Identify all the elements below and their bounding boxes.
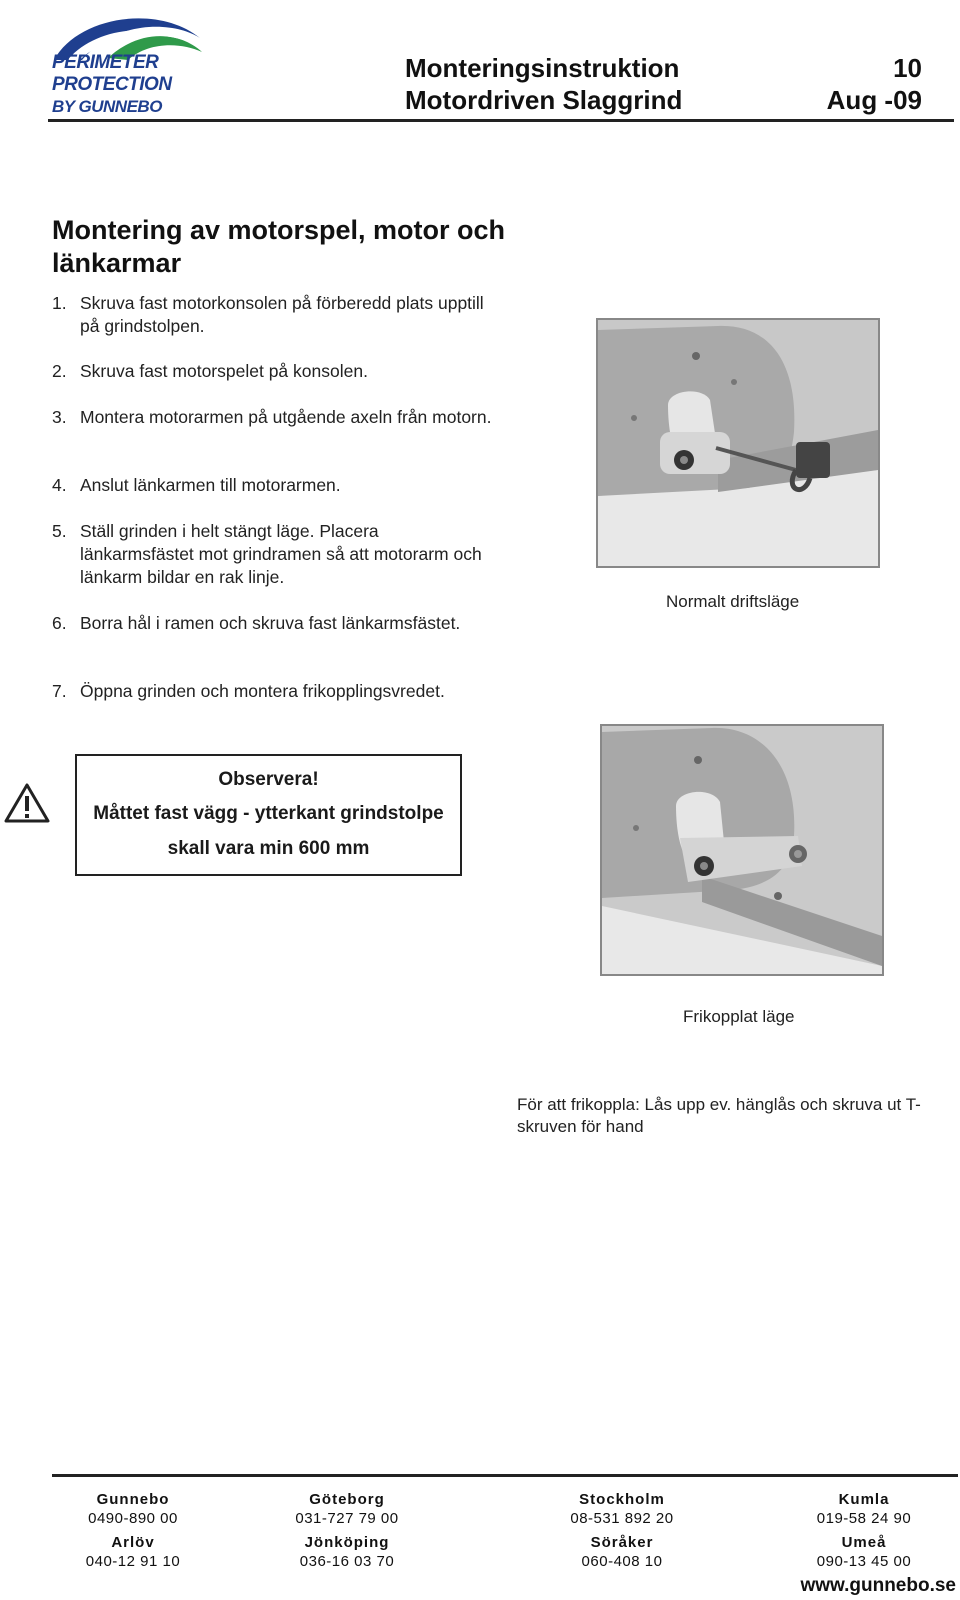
- logo-line-3: BY GUNNEBO: [52, 97, 162, 116]
- warning-triangle-icon: [4, 782, 50, 824]
- section-title: Montering av motorspel, motor och länkarmar: [52, 215, 506, 278]
- office-name: Kumla: [838, 1491, 890, 1508]
- step-number: 2.: [52, 361, 67, 381]
- footer-office: [272, 1534, 422, 1570]
- step-item: [52, 680, 492, 703]
- office-phone: 090-13 45 00: [816, 1553, 912, 1570]
- photo-released-position: [600, 724, 884, 976]
- warning-line-1: Måttet fast vägg - ytterkant grindstolpe: [93, 803, 444, 824]
- warning-line-2: skall vara min 600 mm: [167, 838, 370, 859]
- office-name: Gunnebo: [96, 1491, 170, 1508]
- document-title: Monteringsinstruktion: [405, 53, 680, 83]
- office-name: Göteborg: [309, 1491, 385, 1508]
- step-item: [52, 292, 492, 338]
- step-item: [52, 360, 492, 383]
- footer-office: [58, 1534, 208, 1570]
- office-phone: 036-16 03 70: [299, 1553, 395, 1570]
- footer-office: [789, 1534, 939, 1570]
- footer-office: [789, 1491, 939, 1527]
- step-text: Skruva fast motorspelet på konsolen.: [80, 361, 368, 381]
- step-number: 1.: [52, 293, 67, 313]
- document-date: Aug -09: [826, 85, 922, 115]
- step-number: 5.: [52, 521, 67, 541]
- page-number: 10: [893, 53, 922, 83]
- step-text: Montera motorarmen på utgående axeln från motorn.: [80, 407, 492, 427]
- office-phone: 040-12 91 10: [85, 1553, 181, 1570]
- footer-office: [272, 1491, 422, 1527]
- footer-office: [58, 1491, 208, 1527]
- step-text: Anslut länkarmen till motorarmen.: [80, 475, 341, 495]
- step-number: 7.: [52, 681, 67, 701]
- caption-normal-operation: Normalt driftsläge: [666, 592, 800, 611]
- photo-normal-operation: [596, 318, 880, 568]
- document-subtitle: Motordriven Slaggrind: [405, 85, 683, 115]
- footer-office: [547, 1491, 697, 1527]
- office-phone: 019-58 24 90: [816, 1510, 912, 1527]
- office-name: Stockholm: [579, 1491, 665, 1508]
- header-divider: [48, 119, 954, 122]
- office-phone: 060-408 10: [581, 1553, 663, 1570]
- step-text: Skruva fast motorkonsolen på förberedd plats upptill på grindstolpen.: [80, 293, 484, 336]
- caption-released-position: Frikopplat läge: [683, 1007, 795, 1026]
- step-item: [52, 406, 492, 429]
- warning-heading: Observera!: [218, 769, 319, 790]
- company-logo: [48, 8, 208, 118]
- office-name: Arlöv: [111, 1534, 155, 1551]
- step-text: Öppna grinden och montera frikopplingsvredet.: [80, 681, 445, 701]
- logo-line-1: PERIMETER: [52, 52, 159, 73]
- office-phone: 08-531 892 20: [570, 1510, 674, 1527]
- office-name: Jönköping: [304, 1534, 390, 1551]
- footer-office: [547, 1534, 697, 1570]
- office-phone: 0490-890 00: [88, 1510, 178, 1527]
- release-instruction-note: För att frikoppla: Lås upp ev. hänglås och skruva ut T-skruven för hand: [517, 1095, 921, 1136]
- step-number: 6.: [52, 613, 67, 633]
- warning-box: [75, 754, 462, 876]
- step-text: Borra hål i ramen och skruva fast länkarmsfästet.: [80, 613, 461, 633]
- step-item: [52, 474, 492, 497]
- office-name: Umeå: [841, 1534, 887, 1551]
- step-item: [52, 612, 492, 635]
- footer-divider: [52, 1474, 958, 1477]
- office-name: Söråker: [590, 1534, 654, 1551]
- step-item: [52, 520, 492, 589]
- logo-line-2: PROTECTION: [52, 74, 172, 95]
- step-text: Ställ grinden i helt stängt läge. Placera länkarmsfästet mot grindramen så att motorarm och länkarm bildar en rak linje.: [80, 521, 482, 587]
- website-link[interactable]: www.gunnebo.se: [800, 1575, 956, 1596]
- step-number: 4.: [52, 475, 67, 495]
- office-phone: 031-727 79 00: [295, 1510, 399, 1527]
- step-number: 3.: [52, 407, 67, 427]
